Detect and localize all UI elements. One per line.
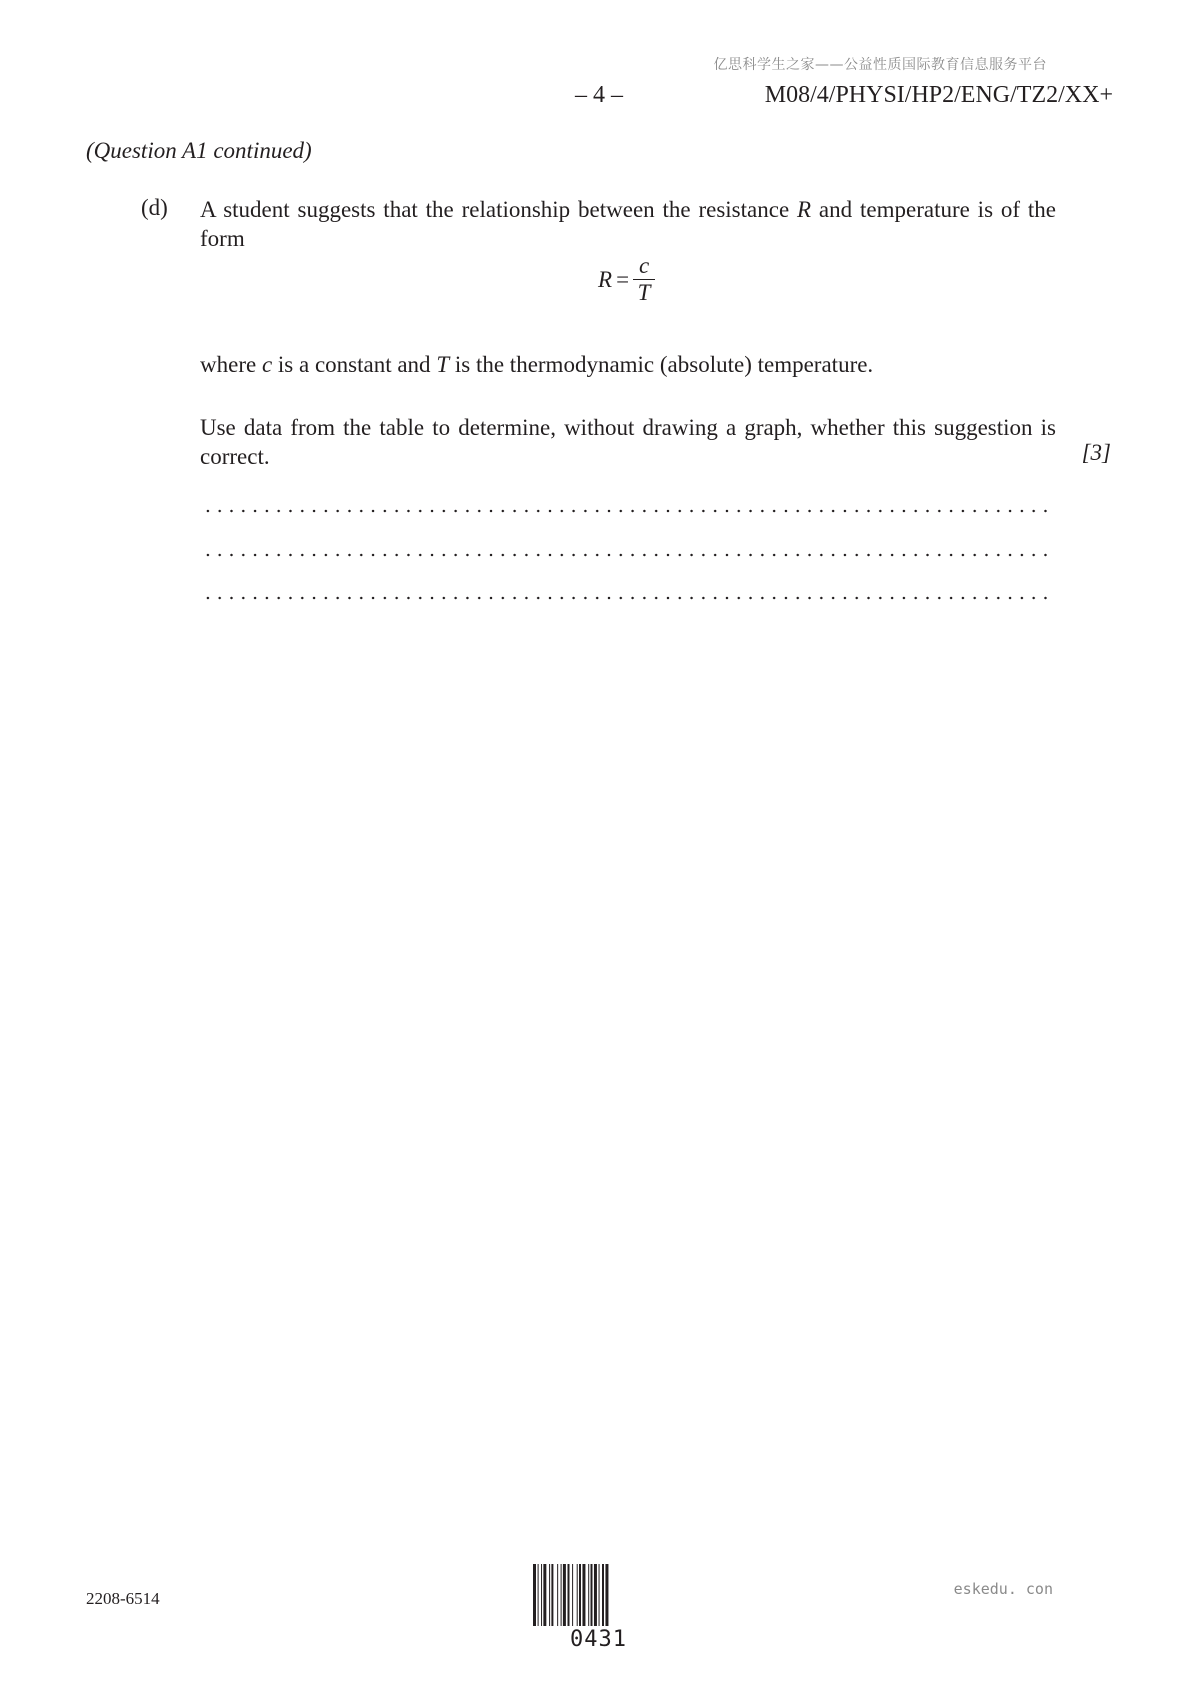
barcode-bar bbox=[543, 1564, 546, 1626]
barcode-bar bbox=[605, 1564, 608, 1626]
barcode-image bbox=[533, 1564, 665, 1626]
page-number: – 4 – bbox=[575, 82, 623, 108]
barcode-bar bbox=[549, 1564, 550, 1626]
barcode-bar bbox=[579, 1564, 581, 1626]
intro-text-a: A student suggests that the relationship between the resistance bbox=[200, 197, 798, 222]
barcode-bar bbox=[572, 1564, 573, 1626]
barcode-bar bbox=[557, 1564, 558, 1626]
question-part-label: (d) bbox=[141, 195, 168, 220]
question-where-clause bbox=[200, 350, 1056, 379]
footer-code: 2208-6514 bbox=[86, 1589, 160, 1608]
where-text-c: is the thermodynamic (absolute) temperature. bbox=[449, 352, 874, 377]
answer-line[interactable] bbox=[202, 596, 1054, 600]
formula-equals: = bbox=[616, 266, 630, 292]
question-intro bbox=[200, 195, 1056, 253]
question-marks: [3] bbox=[1081, 440, 1111, 465]
question-instruction: Use data from the table to determine, without drawing a graph, whether this suggestion is correct. bbox=[200, 415, 1056, 469]
barcode-bar bbox=[533, 1564, 536, 1626]
barcode-bar bbox=[594, 1564, 597, 1626]
formula-fraction bbox=[633, 253, 655, 306]
where-variable-t: T bbox=[436, 352, 450, 377]
paper-code: M08/4/PHYSI/HP2/ENG/TZ2/XX+ bbox=[764, 82, 1113, 108]
barcode-bar bbox=[541, 1564, 542, 1626]
barcode-bar bbox=[577, 1564, 578, 1626]
barcode-bar bbox=[538, 1564, 539, 1626]
barcode-bar bbox=[582, 1564, 585, 1626]
question-continued-label: (Question A1 continued) bbox=[86, 138, 312, 163]
barcode-bar bbox=[591, 1564, 593, 1626]
barcode-bar bbox=[599, 1564, 600, 1626]
formula bbox=[598, 253, 655, 306]
answer-line[interactable] bbox=[202, 553, 1054, 557]
barcode-bar bbox=[588, 1564, 589, 1626]
barcode-bar bbox=[561, 1564, 562, 1626]
where-text-a: where bbox=[200, 352, 262, 377]
barcode-bar bbox=[563, 1564, 566, 1626]
where-text-b: is a constant and bbox=[272, 352, 437, 377]
where-variable-c: c bbox=[261, 352, 273, 377]
barcode-bar bbox=[568, 1564, 570, 1626]
footer-watermark: eskedu. con bbox=[953, 1580, 1053, 1598]
barcode-number: 0431 bbox=[570, 1627, 627, 1652]
intro-text-b: and temperature is of the form bbox=[200, 197, 1056, 251]
formula-numerator: c bbox=[638, 253, 650, 278]
formula-lhs: R bbox=[598, 266, 613, 292]
intro-variable-r: R bbox=[797, 197, 812, 222]
barcode-bar bbox=[551, 1564, 553, 1626]
answer-line[interactable] bbox=[202, 509, 1054, 513]
barcode-bar bbox=[602, 1564, 604, 1626]
formula-denominator: T bbox=[637, 280, 651, 305]
header-watermark: 亿思科学生之家——公益性质国际教育信息服务平台 bbox=[713, 57, 1047, 73]
